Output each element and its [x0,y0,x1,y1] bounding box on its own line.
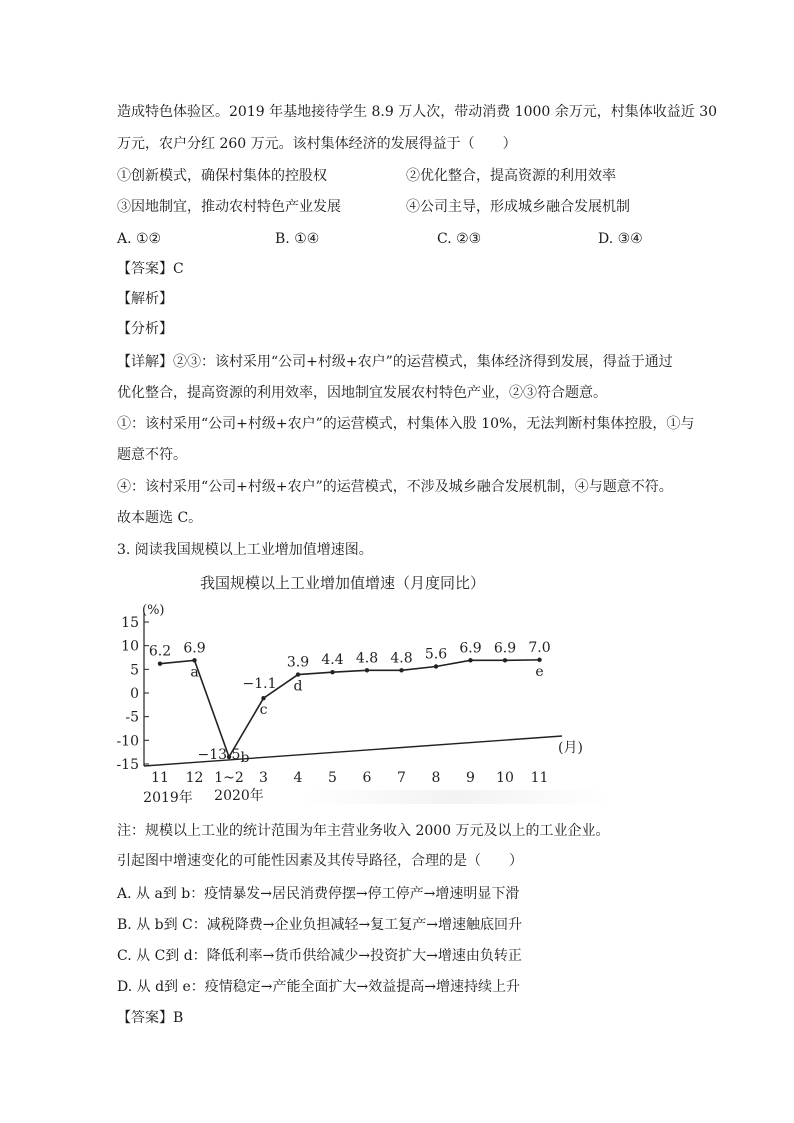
y-tick-label: -5 [125,709,139,726]
y-tick-label: 10 [121,638,139,655]
year-label-2020: 2020年 [214,788,264,804]
data-point [330,670,334,674]
x-tick-label: 5 [328,770,337,786]
q2-stem-line2: 万元，农户分红 260 万元。该村集体经济的发展得益于（ ） [117,136,517,152]
q3-question: 引起图中增速变化的可能性因素及其传导路径，合理的是（ ） [117,853,523,869]
point-letter-d: d [293,678,303,695]
q2-statement-3: ③因地制宜，推动农村特色产业发展 [117,199,341,215]
point-letter-e: e [535,663,544,680]
q3-stem: 3. 阅读我国规模以上工业增加值增速图。 [117,542,373,558]
chart-svg [110,566,620,806]
x-tick-label: 1~2 [214,770,244,786]
data-point [434,664,438,668]
x-tick-label: 10 [496,770,514,786]
data-point [192,658,196,662]
chart-series [158,658,542,759]
q3-choice-b: B. 从 b到 C：减税降费→企业负担减轻→复工复产→增速触底回升 [117,917,522,933]
chart-title: 我国规模以上工业增加值增速（月度同比） [200,574,486,592]
value-label: 4.8 [355,650,379,667]
chart-y-unit: (%) [142,603,165,618]
chart-x-ticks [151,770,548,786]
y-tick-label: 0 [130,686,139,702]
scan-artifact [300,790,610,804]
x-tick-label: 12 [185,770,204,786]
data-point [296,672,300,676]
chart-axes [144,612,562,766]
data-point [158,661,162,665]
value-label: 6.9 [183,640,206,657]
x-tick-label: 8 [431,770,441,786]
value-label: 6.2 [148,643,172,660]
year-label-2019: 2019年 [143,790,193,806]
q2-answer: 【答案】C [117,261,184,277]
q2-statement-1: ①创新模式，确保村集体的控股权 [117,168,327,184]
q2-detail-line1: 【详解】②③：该村采用“公司+村级+农户”的运营模式，集体经济得到发展，得益于通过 [117,354,673,370]
value-label: 4.8 [390,650,413,667]
y-tick-label: -15 [116,757,139,773]
q2-choice-c: C. ②③ [437,231,482,247]
y-tick-label: 15 [121,615,139,631]
data-point [365,668,369,672]
point-letter-c: c [259,702,268,719]
q3-choice-d: D. 从 d到 e：疫情稳定→产能全面扩大→效益提高→增速持续上升 [117,979,520,995]
point-letter-b: b [240,749,250,766]
value-label: 5.6 [424,646,448,663]
x-tick-label: 6 [362,770,372,786]
q2-fenxi-heading: 【分析】 [117,321,173,337]
q3-choice-a: A. 从 a到 b：疫情暴发→居民消费停摆→停工停产→增速明显下滑 [117,886,520,902]
q2-statement-4: ④公司主导，形成城乡融合发展机制 [406,199,630,215]
industrial-growth-chart [110,566,620,806]
value-label: 6.9 [459,640,482,657]
x-tick-label: 3 [259,770,268,786]
value-label: 7.0 [528,639,551,656]
chart-x-unit: (月) [558,740,583,756]
q2-stem-line1: 造成特色体验区。2019 年基地接待学生 8.9 万人次，带动消费 1000 余万元，村集体收益近 30 [117,104,718,120]
q2-detail-line3: ①：该村采用“公司+村级+农户”的运营模式，村集体入股 10%，无法判断村集体控股，①与 [117,416,695,432]
q2-detail-line4: 题意不符。 [117,447,187,463]
q2-conclusion: 故本题选 C。 [117,510,203,526]
q2-detail-line2: 优化整合，提高资源的利用效率，因地制宜发展农村特色产业，②③符合题意。 [117,385,607,401]
q2-choice-b: B. ①④ [275,231,320,247]
y-tick-label: -10 [116,733,139,750]
data-point [537,658,541,662]
chart-year-labels [143,787,264,806]
q2-choice-a: A. ①② [117,231,162,247]
y-tick-label: 5 [130,662,139,679]
q2-detail-line5: ④：该村采用“公司+村级+农户”的运营模式，不涉及城乡融合发展机制，④与题意不符。 [117,479,673,495]
q2-statement-2: ②优化整合，提高资源的利用效率 [406,168,616,184]
value-label: 4.4 [321,652,344,669]
value-label: 6.9 [493,640,517,657]
value-label: −1.1 [242,676,277,693]
q2-jiexi-heading: 【解析】 [117,291,173,307]
q3-answer: 【答案】B [117,1010,184,1026]
x-tick-label: 4 [293,770,303,786]
point-letter-a: a [190,664,199,681]
q2-choice-d: D. ③④ [598,231,643,247]
q3-note: 注：规模以上工业的统计范围为年主营业务收入 2000 万元及以上的工业企业。 [117,823,610,839]
data-point [261,696,265,700]
value-label: −13.5 [197,746,241,763]
x-tick-label: 11 [151,770,169,786]
x-tick-label: 9 [466,770,475,786]
data-point [399,668,403,672]
x-tick-label: 7 [397,770,406,786]
data-point [503,658,507,662]
value-label: 3.9 [286,654,310,671]
q3-choice-c: C. 从 C到 d：降低利率→货币供给减少→投资扩大→增速由负转正 [117,948,522,964]
data-point [468,658,472,662]
x-tick-label: 11 [530,770,549,786]
